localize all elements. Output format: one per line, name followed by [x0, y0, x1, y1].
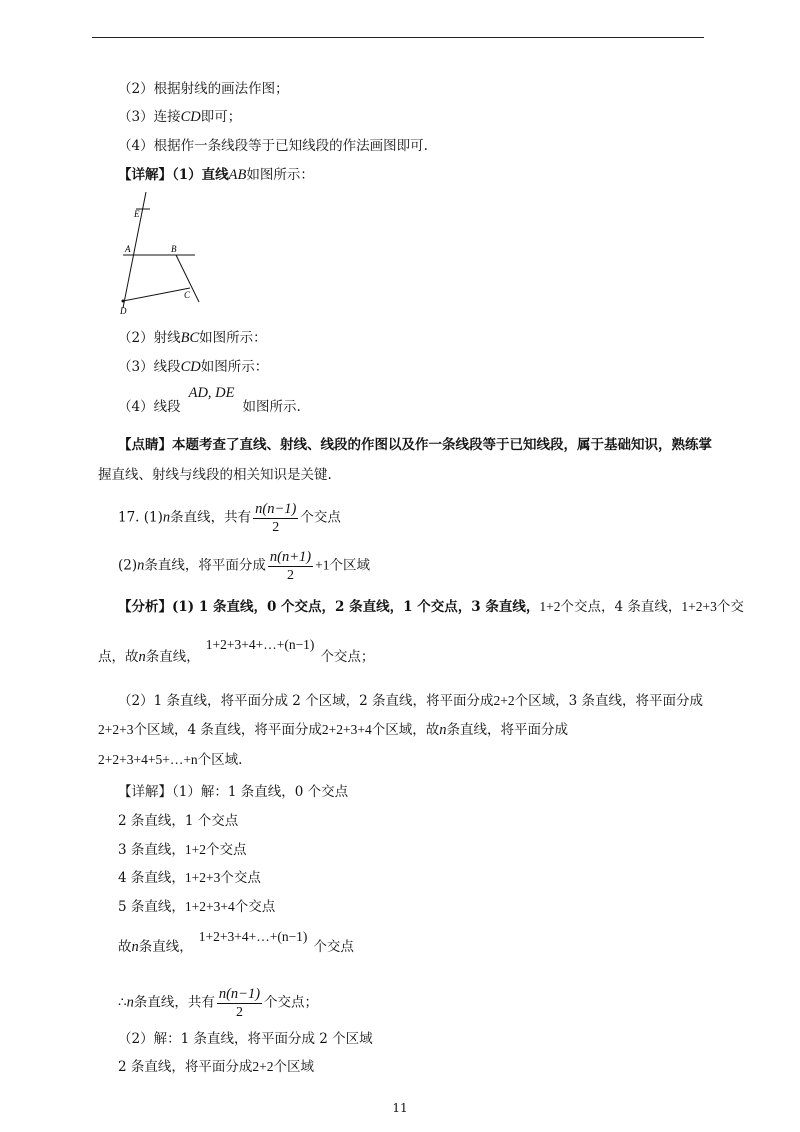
text-line: （4）线段AD, DE如图所示.	[118, 385, 301, 415]
text-line: 【分析】(1) 1 条直线，0 个交点，2 条直线，1 个交点，3 条直线，1+2个交点，4 条直线，1+2+3个交	[118, 599, 744, 615]
label-a: A	[125, 244, 131, 254]
text-line: （2）解：1 条直线，将平面分成 2 个区域	[118, 1031, 373, 1047]
label-c: C	[184, 290, 191, 300]
page-number: 11	[392, 1101, 408, 1115]
text-line: (2)n条直线，将平面分成 $\frac{n(n+1)}{2}$ +1个区域	[118, 549, 370, 583]
text-line: （2）1 条直线，将平面分成 2 个区域，2 条直线，将平面分成2+2个区域，3 条直线，将平面分成	[118, 693, 704, 709]
text-line: （2）射线BC如图所示：	[118, 330, 267, 346]
geometry-figure	[110, 190, 220, 318]
label-e: E	[134, 209, 140, 219]
segment-dc	[123, 288, 190, 301]
text-line: （4）根据作一条线段等于已知线段的作法画图即可.	[118, 138, 428, 154]
text-line: 2 条直线，将平面分成2+2个区域	[118, 1059, 315, 1075]
text-line: 4 条直线，1+2+3个交点	[118, 870, 261, 886]
text-line: 3 条直线，1+2个交点	[118, 842, 247, 858]
text-line: （3）线段CD如图所示：	[118, 359, 269, 375]
text-line: 故n条直线，1+2+3+4+…+(n−1)个交点	[118, 929, 354, 955]
label-b: B	[171, 244, 177, 254]
text-line: 握直线、射线与线段的相关知识是关键.	[98, 467, 332, 483]
text-line: 2+2+3个区域，4 条直线，将平面分成2+2+3+4个区域，故n条直线，将平面分成	[98, 722, 568, 738]
text-line: 17. (1)n条直线，共有 $\frac{n(n-1)}{2}$ 个交点	[118, 501, 341, 535]
text-line: 5 条直线，1+2+3+4个交点	[118, 899, 276, 915]
text-line: 点，故n条直线，1+2+3+4+…+(n−1)个交点；	[98, 637, 375, 665]
point-d	[122, 300, 125, 303]
text-line: ∴n条直线，共有 $\frac{n(n-1)}{2}$ 个交点；	[118, 986, 319, 1020]
text-line: 2+2+3+4+5+…+n个区域.	[98, 752, 243, 768]
math-cd: CD	[180, 109, 201, 125]
text-line: 2 条直线，1 个交点	[118, 813, 239, 829]
fraction: $\frac{n(n-1)}{2}$	[255, 501, 297, 535]
text-line: 【详解】（1）直线AB如图所示：	[118, 167, 314, 183]
header-rule	[92, 37, 704, 38]
fraction: $\frac{n(n+1)}{2}$	[269, 549, 312, 583]
text-line: 【详解】（1）解：1 条直线，0 个交点	[118, 784, 349, 800]
text-line: （2）根据射线的画法作图；	[118, 81, 289, 97]
label-d: D	[120, 306, 127, 316]
text-line: （3）连接CD即可；	[118, 109, 242, 125]
text-line: 【点睛】本题考查了直线、射线、线段的作图以及作一条线段等于已知线段，属于基础知识，熟练掌	[118, 437, 712, 453]
fraction: $\frac{n(n-1)}{2}$	[218, 986, 261, 1020]
